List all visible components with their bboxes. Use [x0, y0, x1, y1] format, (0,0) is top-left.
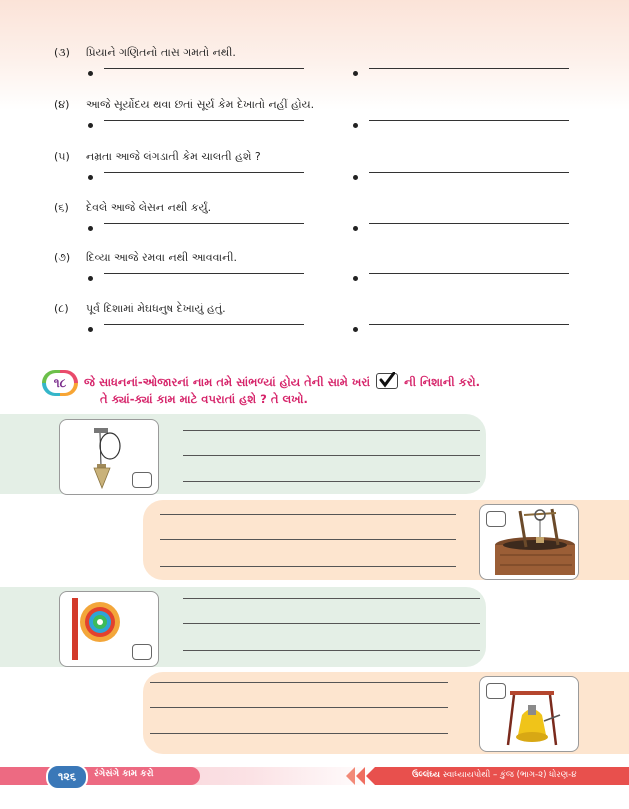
writing-line[interactable] [150, 707, 448, 708]
page-number: ૧૨૬ [46, 764, 88, 790]
writing-line[interactable] [160, 514, 456, 515]
question-row [0, 98, 629, 148]
task-instruction-line-2: તે ક્યાં-ક્યાં કામ માટે વપરાતાં હશે ? તે લખો. [100, 392, 308, 406]
question-number: (૬) [54, 201, 69, 214]
chevron-left-icon [346, 767, 355, 785]
writing-line[interactable] [183, 455, 480, 456]
task-number-badge [42, 370, 78, 396]
writing-line[interactable] [160, 539, 456, 540]
question-text: દેવલે આજે લેસન નથી કર્યું. [86, 201, 212, 214]
bullet-icon [88, 71, 93, 76]
bullet-icon [353, 175, 358, 180]
chevron-left-icon [356, 767, 365, 785]
footer-brand: ઉલ્લંઘ્ય [412, 770, 440, 780]
item-card-kerosene-stove [479, 676, 579, 752]
writing-line[interactable] [183, 623, 480, 624]
question-text: નમ્રતા આજે લંગડાતી કેમ ચાલતી હશે ? [86, 150, 261, 163]
item-checkbox[interactable] [486, 683, 506, 699]
footer-left-text: રંગેસંગે કામ કરો [94, 769, 154, 779]
question-number: (૮) [54, 302, 69, 315]
task-instruction-line-1 [84, 373, 480, 390]
bullet-icon [88, 175, 93, 180]
bullet-icon [353, 276, 358, 281]
question-text: પ્રિયાને ગણિતનો તાસ ગમતો નથી. [86, 46, 236, 59]
bullet-icon [88, 226, 93, 231]
writing-line[interactable] [183, 481, 480, 482]
question-row [0, 302, 629, 352]
item-card-spinning-wheel [59, 591, 159, 667]
writing-line[interactable] [150, 682, 448, 683]
item-checkbox[interactable] [132, 644, 152, 660]
writing-line[interactable] [160, 566, 456, 567]
item-checkbox[interactable] [486, 511, 506, 527]
checkmark-icon [376, 373, 398, 389]
question-text: પૂર્વ દિશામાં મેઘધનુષ દેખાયું હતું. [86, 302, 226, 315]
task-instruction-text: જે સાધનનાં-ઓજારનાં નામ તમે સાંભળ્યાં હોય તેની સામે ખરાં [84, 375, 371, 389]
writing-line[interactable] [183, 598, 480, 599]
item-card-well-pulley [479, 504, 579, 580]
question-row [0, 201, 629, 251]
bullet-icon [88, 327, 93, 332]
footer-book-title [412, 770, 577, 780]
bullet-icon [88, 276, 93, 281]
question-number: (૭) [54, 251, 71, 264]
question-row [0, 150, 629, 200]
bullet-icon [353, 327, 358, 332]
writing-line[interactable] [183, 650, 480, 651]
bullet-icon [88, 123, 93, 128]
writing-line[interactable] [183, 430, 480, 431]
chevron-left-icon [366, 767, 375, 785]
item-card-plumb-bob [59, 419, 159, 495]
item-checkbox[interactable] [132, 472, 152, 488]
question-row [0, 46, 629, 96]
question-text: દિવ્યા આજે રમવા નથી આવવાની. [86, 251, 237, 264]
bullet-icon [353, 226, 358, 231]
bullet-icon [353, 71, 358, 76]
task-number: ૧૮ [46, 373, 74, 393]
question-text: આજે સૂર્યોદય થવા છતાં સૂર્ય કેમ દેખાતો નહીં હોય. [86, 98, 315, 111]
question-number: (૫) [54, 150, 70, 163]
footer-book-name: સ્વાધ્યાયપોથી – કુંજ (ભાગ-૨) ધોરણ-૪ [442, 770, 577, 780]
question-row [0, 251, 629, 301]
question-number: (૪) [54, 98, 70, 111]
writing-line[interactable] [150, 733, 448, 734]
task-heading [42, 370, 602, 410]
question-number: (૩) [54, 46, 70, 59]
task-instruction-text-end: ની નિશાની કરો. [404, 375, 481, 389]
bullet-icon [353, 123, 358, 128]
